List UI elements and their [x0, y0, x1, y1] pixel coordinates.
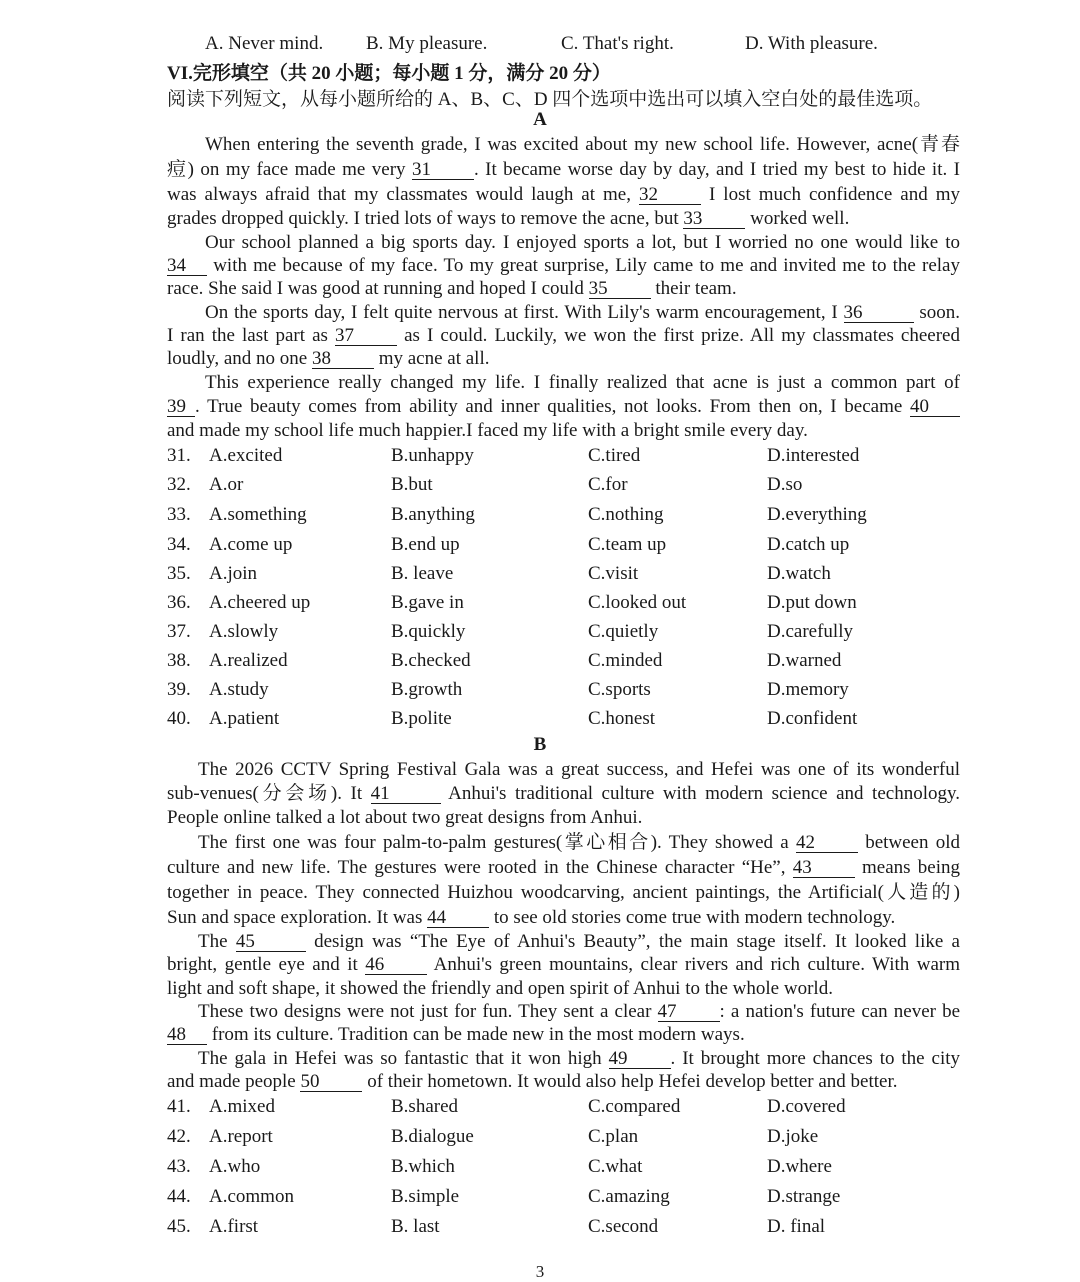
option[interactable]: A.common: [209, 1186, 294, 1207]
blank-36[interactable]: 36: [844, 303, 914, 323]
option[interactable]: A.study: [209, 679, 269, 700]
option[interactable]: A.who: [209, 1156, 261, 1177]
passage-line: The 2026 CCTV Spring Festival Gala was a great success, and Hefei was one of its wonderful: [198, 759, 960, 780]
passage-line: The 45 design was “The Eye of Anhui's Beauty”, the main stage itself. It looked like a: [198, 931, 960, 952]
option[interactable]: C.team up: [588, 534, 667, 555]
passage-line: was always afraid that my classmates would laugh at me, 32 I lost much confidence and my: [167, 184, 961, 205]
option[interactable]: D.where: [767, 1156, 832, 1177]
passage-line: together in peace. They connected Huizhou woodcarving, ancient paintings, the Artificial(人造的): [167, 882, 960, 903]
passage-line: The first one was four palm-to-palm gestures(掌心相合). They showed a 42 between old: [198, 832, 961, 853]
prev-option-c: C. That's right.: [561, 33, 674, 54]
passage-line: 痘) on my face made me very 31 . It became worse day by day, and I tried my best to hide it. I: [167, 159, 960, 180]
option[interactable]: C.amazing: [588, 1186, 670, 1207]
question-row: 34. A.come up B.end up C.team up D.catch up: [167, 531, 967, 559]
blank-37[interactable]: 37: [335, 326, 397, 346]
option[interactable]: C.visit: [588, 563, 639, 584]
passage-line: 34 with me because of my face. To my great surprise, Lily came to me and invited me to the relay: [167, 255, 960, 276]
option[interactable]: A.excited: [209, 445, 283, 466]
option[interactable]: C.quietly: [588, 621, 659, 642]
question-row: 37. A.slowly B.quickly C.quietly D.carefully: [167, 618, 967, 646]
blank-46[interactable]: 46: [365, 955, 427, 975]
passage-line: This experience really changed my life. I finally realized that acne is just a common part of: [205, 372, 960, 393]
blank-32[interactable]: 32: [639, 185, 701, 205]
question-row: 42. A.report B.dialogue C.plan D.joke: [167, 1123, 967, 1151]
option[interactable]: C.sports: [588, 679, 651, 700]
passage-b-heading: B: [533, 734, 547, 755]
option[interactable]: B.quickly: [391, 621, 466, 642]
option[interactable]: B.anything: [391, 504, 475, 525]
passage-line: loudly, and no one 38 my acne at all.: [167, 348, 490, 369]
blank-38[interactable]: 38: [312, 349, 374, 369]
option[interactable]: D.watch: [767, 563, 831, 584]
option[interactable]: B.end up: [391, 534, 460, 555]
passage-line: These two designs were not just for fun. They sent a clear 47 : a nation's future can never be: [198, 1001, 960, 1022]
passage-a-heading: A: [533, 109, 547, 130]
passage-line: 39 . True beauty comes from ability and inner qualities, not looks. From then on, I became 40: [167, 395, 960, 418]
blank-50[interactable]: 50: [300, 1072, 362, 1092]
prev-option-b: B. My pleasure.: [366, 33, 488, 54]
passage-line: The gala in Hefei was so fantastic that it won high 49 . It brought more chances to the city: [198, 1048, 961, 1069]
blank-34[interactable]: 34: [167, 256, 207, 276]
question-row: 31. A.excited B.unhappy C.tired D.interested: [167, 442, 967, 470]
question-row: 44. A.common B.simple C.amazing D.strange: [167, 1183, 967, 1211]
blank-43[interactable]: 43: [793, 858, 855, 878]
option[interactable]: D.memory: [767, 679, 849, 700]
blank-35[interactable]: 35: [589, 279, 651, 299]
option[interactable]: D. final: [767, 1216, 826, 1237]
passage-line: I ran the last part as 37 as I could. Luckily, we won the first prize. All my classmates cheered: [167, 325, 960, 346]
passage-line: and made my school life much happier.I faced my life with a bright smile every day.: [167, 420, 808, 441]
option[interactable]: C.compared: [588, 1096, 681, 1117]
option[interactable]: D.interested: [767, 445, 860, 466]
blank-49[interactable]: 49: [609, 1049, 671, 1069]
blank-42[interactable]: 42: [796, 833, 858, 853]
option[interactable]: B. last: [391, 1216, 440, 1237]
option[interactable]: D.covered: [767, 1096, 846, 1117]
option[interactable]: B.shared: [391, 1096, 459, 1117]
passage-line: light and soft shape, it showed the friendly and open spirit of Anhui to the whole world.: [167, 978, 833, 999]
option[interactable]: B.gave in: [391, 592, 464, 613]
option[interactable]: C.nothing: [588, 504, 664, 525]
question-row: 35. A.join B. leave C.visit D.watch: [167, 560, 967, 588]
option[interactable]: A.realized: [209, 650, 288, 671]
option[interactable]: B.polite: [391, 708, 452, 729]
question-row: 32. A.or B.but C.for D.so: [167, 471, 967, 499]
option[interactable]: A.slowly: [209, 621, 279, 642]
blank-39[interactable]: 39: [167, 397, 195, 417]
passage-line: culture and new life. The gestures were rooted in the Chinese character “He”, 43 means being: [167, 857, 961, 878]
option[interactable]: D.strange: [767, 1186, 841, 1207]
prev-option-d: D. With pleasure.: [745, 33, 878, 54]
blank-31[interactable]: 31: [412, 160, 474, 180]
passage-line: People online talked a lot about two great designs from Anhui.: [167, 807, 643, 828]
blank-41[interactable]: 41: [371, 784, 441, 804]
question-row: 40. A.patient B.polite C.honest D.confident: [167, 705, 967, 733]
option[interactable]: D.joke: [767, 1126, 819, 1147]
option[interactable]: B.growth: [391, 679, 463, 700]
blank-33[interactable]: 33: [683, 209, 745, 229]
option[interactable]: D.put down: [767, 592, 857, 613]
passage-line: 48 from its culture. Tradition can be made new in the most modern ways.: [167, 1024, 745, 1045]
question-row: 41. A.mixed B.shared C.compared D.covered: [167, 1093, 967, 1121]
question-row: 45. A.first B. last C.second D. final: [167, 1213, 967, 1241]
passage-line: When entering the seventh grade, I was excited about my new school life. However, acne(青春: [205, 134, 960, 155]
option[interactable]: D.confident: [767, 708, 858, 729]
passage-line: race. She said I was good at running and hoped I could 35 their team.: [167, 278, 737, 299]
option[interactable]: C.what: [588, 1156, 643, 1177]
option[interactable]: A.first: [209, 1216, 259, 1237]
option[interactable]: B.dialogue: [391, 1126, 474, 1147]
blank-44[interactable]: 44: [427, 908, 489, 928]
section-instruction: 阅读下列短文，从每小题所给的 A、B、C、D 四个选项中选出可以填入空白处的最佳选项。: [167, 89, 933, 110]
option[interactable]: B. leave: [391, 563, 454, 584]
option[interactable]: B.but: [391, 474, 433, 495]
question-row: 43. A.who B.which C.what D.where: [167, 1153, 967, 1181]
passage-line: grades dropped quickly. I tried lots of ways to remove the acne, but 33 worked well.: [167, 208, 850, 229]
option[interactable]: D.everything: [767, 504, 867, 525]
option[interactable]: D.carefully: [767, 621, 853, 642]
passage-line: bright, gentle eye and it 46 Anhui's green mountains, clear rivers and rich culture. With warm: [167, 954, 961, 975]
option[interactable]: C.tired: [588, 445, 641, 466]
option[interactable]: D.warned: [767, 650, 842, 671]
question-row: 36. A.cheered up B.gave in C.looked out D.put down: [167, 589, 967, 617]
blank-47[interactable]: 47: [658, 1002, 720, 1022]
passage-line: and made people 50 of their hometown. It would also help Hefei develop better and better.: [167, 1071, 898, 1092]
option[interactable]: A.patient: [209, 708, 280, 729]
question-row: 39. A.study B.growth C.sports D.memory: [167, 676, 967, 704]
blank-40[interactable]: 40: [910, 397, 960, 417]
passage-line: Sun and space exploration. It was 44 to see old stories come true with modern technology.: [167, 907, 896, 928]
blank-48[interactable]: 48: [167, 1025, 207, 1045]
prev-option-a: A. Never mind.: [205, 33, 324, 54]
option[interactable]: A.cheered up: [209, 592, 311, 613]
section-title: VI.完形填空（共 20 小题；每小题 1 分，满分 20 分）: [167, 63, 611, 84]
passage-line: On the sports day, I felt quite nervous at first. With Lily's warm encouragement, I 36 soon.: [205, 302, 961, 323]
option[interactable]: C.plan: [588, 1126, 639, 1147]
passage-line: sub-venues(分会场). It 41 Anhui's traditional culture with modern science and technology.: [167, 783, 961, 804]
option[interactable]: B.simple: [391, 1186, 460, 1207]
question-row: 33. A.something B.anything C.nothing D.everything: [167, 501, 967, 529]
option[interactable]: C.minded: [588, 650, 663, 671]
option[interactable]: A.something: [209, 504, 307, 525]
option[interactable]: B.unhappy: [391, 445, 474, 466]
option[interactable]: C.for: [588, 474, 628, 495]
option[interactable]: C.second: [588, 1216, 659, 1237]
option[interactable]: A.join: [209, 563, 258, 584]
passage-line: Our school planned a big sports day. I enjoyed sports a lot, but I worried no one would like to: [205, 232, 960, 253]
blank-45[interactable]: 45: [236, 932, 306, 952]
option[interactable]: A.come up: [209, 534, 293, 555]
option[interactable]: B.which: [391, 1156, 455, 1177]
option[interactable]: A.report: [209, 1126, 273, 1147]
option[interactable]: A.mixed: [209, 1096, 275, 1117]
option[interactable]: D.so: [767, 474, 803, 495]
option[interactable]: A.or: [209, 474, 244, 495]
question-row: 38. A.realized B.checked C.minded D.warned: [167, 647, 967, 675]
option[interactable]: C.looked out: [588, 592, 687, 613]
option[interactable]: D.catch up: [767, 534, 850, 555]
page-number: 3: [535, 1262, 545, 1281]
option[interactable]: C.honest: [588, 708, 656, 729]
option[interactable]: B.checked: [391, 650, 471, 671]
